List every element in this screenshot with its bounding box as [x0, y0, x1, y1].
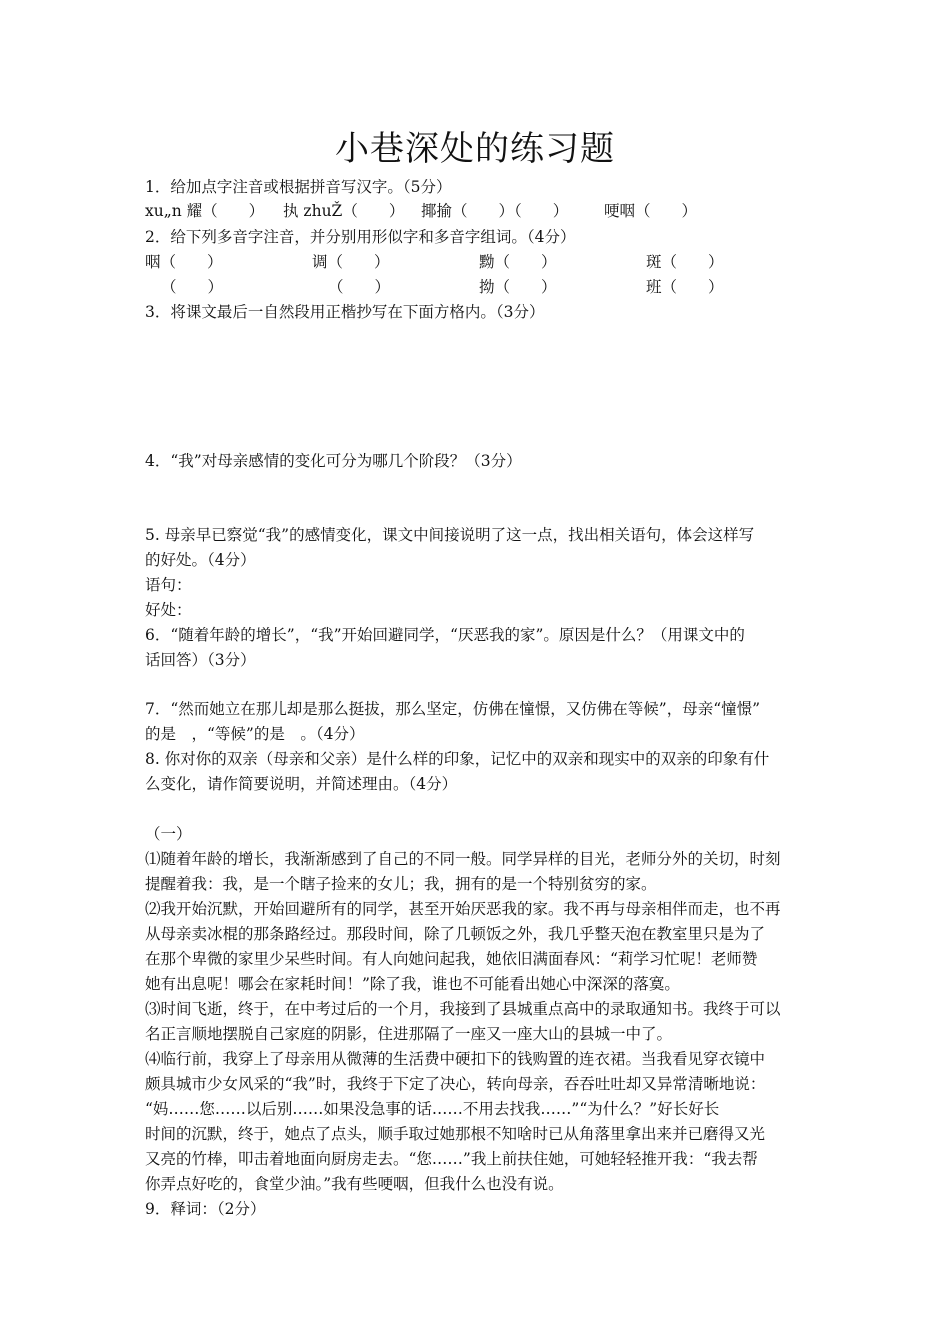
- polyphone-item: 调（ ）: [312, 253, 390, 271]
- question-9-stem: 9．释词：（2分）: [145, 1200, 266, 1218]
- passage-line: ⑴随着年龄的增长，我渐渐感到了自己的不同一般。同学异样的目光，老师分外的关切，时刻: [145, 850, 781, 868]
- polyphone-item: （ ）: [328, 278, 391, 296]
- polyphone-item: 黝（ ）: [479, 253, 557, 271]
- question-3-stem: 3．将课文最后一自然段用正楷抄写在下面方格内。（3分）: [145, 303, 545, 321]
- passage-heading: （一）: [145, 825, 192, 843]
- passage-line: 你弄点好吃的，食堂少油。”我有些哽咽，但我什么也没有说。: [145, 1175, 564, 1193]
- question-7-line: 7．“然而她立在那儿却是那么挺拔，那么坚定，仿佛在憧憬，又仿佛在等候”，母亲“憧憬”: [145, 700, 761, 718]
- passage-line: 时间的沉默，终于，她点了点头，顺手取过她那根不知啥时已从角落里拿出来并已磨得又光: [145, 1125, 766, 1143]
- question-5-line: 的好处。（4分）: [145, 551, 256, 569]
- sentence-label: 语句：: [145, 576, 192, 594]
- passage-line: 提醒着我：我，是一个瞎子捡来的女儿；我，拥有的是一个特别贫穷的家。: [145, 875, 657, 893]
- question-2-stem: 2．给下列多音字注音，并分别用形似字和多音字组词。（4分）: [145, 228, 576, 246]
- passage-line: ⑵我开始沉默，开始回避所有的同学，甚至开始厌恶我的家。我不再与母亲相伴而走，也不再: [145, 900, 781, 918]
- passage-line: 又亮的竹棒，叩击着地面向厨房走去。“您……”我上前扶住她，可她轻轻推开我：“我去帮: [145, 1150, 758, 1168]
- passage-line: ⑶时间飞逝，终于，在中考过后的一个月，我接到了县城重点高中的录取通知书。我终于可以: [145, 1000, 781, 1018]
- passage-line: 从母亲卖冰棍的那条路经过。那段时间，除了几顿饭之外，我几乎整天泡在教室里只是为了: [145, 925, 766, 943]
- question-1-item: 哽咽（ ）: [604, 202, 698, 220]
- polyphone-item: 斑（ ）: [646, 253, 724, 271]
- polyphone-item: （ ）: [161, 278, 224, 296]
- question-8-line: 8. 你对你的双亲（母亲和父亲）是什么样的印象，记忆中的双亲和现实中的双亲的印象有什: [145, 750, 770, 768]
- passage-line: 颇具城市少女风采的“我”时，我终于下定了决心，转向母亲，吞吞吐吐却又异常清晰地说：: [145, 1075, 766, 1093]
- question-1-item: 执 zhuŽ（ ）: [283, 202, 405, 220]
- question-6-line: 话回答）（3分）: [145, 651, 256, 669]
- benefit-label: 好处：: [145, 601, 192, 619]
- question-5-line: 5. 母亲早已察觉“我”的感情变化，课文中间接说明了这一点，找出相关语句，体会这样写: [145, 526, 755, 544]
- question-1-stem: 1．给加点字注音或根据拼音写汉字。（5分）: [145, 178, 452, 196]
- polyphone-item: 拗（ ）: [479, 278, 557, 296]
- polyphone-item: 咽（ ）: [145, 253, 223, 271]
- polyphone-item: 班（ ）: [646, 278, 724, 296]
- question-1-item: xu„n 耀（ ）: [145, 202, 265, 220]
- passage-line: 在那个卑微的家里少呆些时间。有人向她问起我，她依旧满面春风：“莉学习忙呢！老师赞: [145, 950, 758, 968]
- passage-line: 她有出息呢！哪会在家耗时间！”除了我，谁也不可能看出她心中深深的落寞。: [145, 975, 680, 993]
- page-title: 小巷深处的练习题: [335, 129, 615, 169]
- question-4-stem: 4．“我”对母亲感情的变化可分为哪几个阶段？（3分）: [145, 452, 522, 470]
- question-1-item: 揶揄（ ）（ ）: [421, 202, 569, 220]
- question-7-line: 的是 ，“等候”的是 。（4分）: [145, 725, 365, 743]
- question-8-line: 么变化，请作简要说明，并简述理由。（4分）: [145, 775, 458, 793]
- passage-line: ⑷临行前，我穿上了母亲用从微薄的生活费中硬扣下的钱购置的连衣裙。当我看见穿衣镜中: [145, 1050, 766, 1068]
- passage-line: “妈……您……以后别……如果没急事的话……不用去找我……”“为什么？”好长好长: [145, 1100, 720, 1118]
- passage-line: 名正言顺地摆脱自己家庭的阴影，住进那隔了一座又一座大山的县城一中了。: [145, 1025, 673, 1043]
- question-6-line: 6．“随着年龄的增长”，“我”开始回避同学，“厌恶我的家”。原因是什么？（用课文中的: [145, 626, 745, 644]
